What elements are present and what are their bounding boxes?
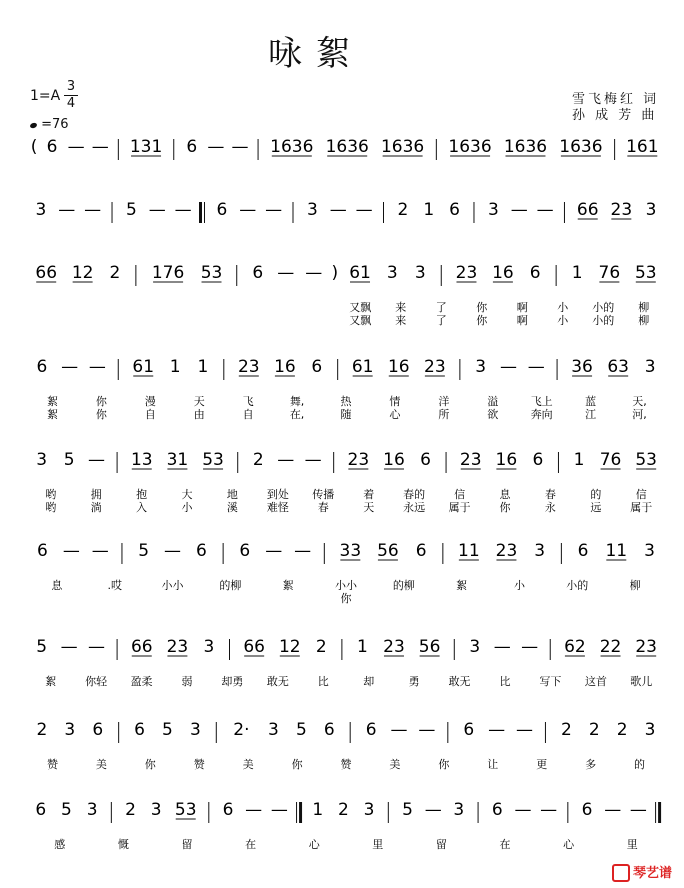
note: —: [329, 200, 347, 220]
note: 61: [351, 357, 374, 377]
note: —: [91, 137, 109, 157]
note: —: [488, 720, 506, 740]
note: 3: [644, 357, 656, 377]
note: 6: [37, 541, 48, 561]
note: 53: [634, 263, 657, 283]
note: 16: [274, 357, 296, 377]
lyric-syllable: 江: [585, 408, 597, 421]
note: 3: [268, 720, 279, 740]
note: 6: [186, 137, 198, 157]
note: 5: [61, 800, 72, 820]
lyric-syllable: 抱: [136, 488, 148, 501]
lyric-syllable: 勇: [408, 675, 420, 688]
lyric-syllable: 远: [590, 501, 602, 514]
lyric-syllable: 留: [435, 838, 447, 851]
note: 3: [534, 541, 546, 561]
lyric-syllable: 弱: [181, 675, 193, 688]
lyric-syllable: 美: [389, 758, 401, 771]
note: 6: [529, 263, 541, 283]
note: —: [536, 200, 554, 220]
note: 1636: [270, 137, 314, 157]
lyric-syllable: 心: [389, 408, 401, 421]
note: —: [540, 800, 558, 820]
lyric-syllable: 让: [487, 758, 499, 771]
note: 1636: [325, 137, 369, 157]
note: 62: [564, 637, 586, 657]
page-title: 咏絮: [268, 34, 364, 74]
note: —: [355, 200, 373, 220]
lyric-syllable: 你轻: [85, 675, 108, 688]
note: 1: [312, 800, 324, 820]
lyric-syllable: 来: [395, 314, 407, 327]
lyric-syllable: 热: [340, 395, 352, 408]
lyric-syllable: 着: [363, 488, 375, 501]
note: 2: [252, 450, 264, 470]
note: 1: [423, 200, 435, 220]
note: 23: [347, 450, 370, 470]
note: 3: [386, 263, 398, 283]
note: 5: [63, 450, 75, 470]
note: 2: [560, 720, 572, 740]
lyric-syllable: 絮: [456, 579, 468, 592]
lyric-syllable: 永远: [403, 501, 426, 514]
note: 66: [35, 263, 58, 283]
note: 6: [311, 357, 323, 377]
note: 23: [635, 637, 658, 657]
lyric-syllable: 比: [499, 675, 511, 688]
note: —: [231, 137, 249, 157]
note: 11: [605, 541, 628, 561]
note: 3: [64, 720, 76, 740]
lyric-syllable: 柳: [629, 579, 641, 592]
note: 13: [130, 450, 153, 470]
note: 76: [599, 450, 622, 470]
lyric-syllable: 小: [513, 579, 525, 592]
note: 1636: [559, 137, 603, 157]
lyricist-credit: 雪飞梅红 词: [572, 92, 660, 107]
note: —: [424, 800, 442, 820]
note: 36: [571, 357, 593, 377]
note: 6: [365, 720, 377, 740]
note: 6: [449, 200, 460, 220]
note: 23: [455, 263, 478, 283]
note: 5: [138, 541, 150, 561]
note: —: [418, 720, 436, 740]
note: 23: [610, 200, 633, 220]
note: 6: [491, 800, 503, 820]
note: 3: [414, 263, 426, 283]
note: —: [390, 720, 408, 740]
lyric-syllable: 随: [340, 408, 352, 421]
lyric-syllable: 春: [317, 501, 329, 514]
note: 2: [588, 720, 600, 740]
lyric-syllable: 漫: [144, 395, 156, 408]
lyric-syllable: 的: [590, 488, 602, 501]
note: 2·: [233, 720, 250, 740]
note: —: [277, 263, 295, 283]
note: 6: [239, 541, 251, 561]
note: (: [30, 137, 38, 157]
note: 1636: [448, 137, 492, 157]
note: 6: [216, 200, 228, 220]
lyric-syllable: 絮: [46, 408, 58, 421]
note: 61: [349, 263, 371, 283]
time-sig-numerator: 3: [66, 79, 76, 94]
lyric-syllable: 溪: [226, 501, 238, 514]
repeat-barline: [297, 802, 301, 823]
note: 6: [196, 541, 207, 561]
note: 23: [166, 637, 189, 657]
lyric-syllable: 大: [181, 488, 193, 501]
lyric-syllable: 春的: [403, 488, 426, 501]
lyric-syllable: 写下: [539, 675, 562, 688]
note: —: [91, 541, 109, 561]
lyric-syllable: 到处: [266, 488, 289, 501]
lyric-syllable: 留: [181, 838, 193, 851]
note: —: [164, 541, 182, 561]
repeat-barline: [201, 202, 205, 223]
note: 23: [237, 357, 260, 377]
note: 3: [150, 800, 162, 820]
note: 3: [306, 200, 318, 220]
note: 2: [616, 720, 628, 740]
note: 6: [35, 800, 47, 820]
lyric-syllable: 天: [193, 395, 205, 408]
note: 33: [339, 541, 362, 561]
lyric-syllable: 溢: [487, 395, 499, 408]
lyric-syllable: 情: [389, 395, 401, 408]
note: 6: [36, 357, 48, 377]
lyric-syllable: 哟: [45, 501, 57, 514]
lyric-syllable: 你: [340, 592, 352, 605]
note: 66: [243, 637, 265, 657]
lyric-syllable: 小小: [161, 579, 184, 592]
note: 61: [132, 357, 155, 377]
note: —: [265, 200, 283, 220]
lyric-syllable: 赞: [193, 758, 205, 771]
lyric-syllable: 小: [557, 314, 569, 327]
lyric-syllable: 更: [536, 758, 548, 771]
note: 63: [607, 357, 629, 377]
note: 5: [295, 720, 307, 740]
note: —: [84, 200, 102, 220]
lyric-syllable: 歌儿: [630, 675, 653, 688]
lyric-syllable: 却勇: [221, 675, 244, 688]
lyric-syllable: 又飘: [349, 314, 372, 327]
note: 1636: [503, 137, 548, 157]
note: 6: [577, 541, 589, 561]
lyric-syllable: 心: [563, 838, 575, 851]
lyric-syllable: 永: [544, 501, 556, 514]
note: 3: [487, 200, 499, 220]
note: 23: [383, 637, 405, 657]
note: 6: [581, 800, 593, 820]
lyric-syllable: 哟: [45, 488, 57, 501]
lyric-syllable: 地: [226, 488, 238, 501]
note: —: [239, 200, 257, 220]
note: —: [62, 541, 80, 561]
note: 53: [635, 450, 658, 470]
note: —: [245, 800, 263, 820]
note: 3: [189, 720, 201, 740]
note: —: [265, 541, 283, 561]
note: 6: [323, 720, 335, 740]
lyric-syllable: 比: [317, 675, 329, 688]
lyric-syllable: 的柳: [392, 579, 415, 592]
lyric-syllable: 在,: [289, 408, 305, 421]
lyric-syllable: 淌: [90, 501, 102, 514]
lyric-syllable: 春: [544, 488, 556, 501]
note: 3: [645, 200, 657, 220]
note: 5: [36, 637, 48, 657]
note: 1: [197, 357, 209, 377]
note: 2: [109, 263, 121, 283]
lyric-syllable: 美: [95, 758, 107, 771]
note: —: [304, 450, 322, 470]
watermark-text: 琴艺谱: [632, 865, 672, 881]
note: 6: [134, 720, 145, 740]
lyric-syllable: 息: [51, 579, 63, 592]
note: —: [58, 200, 76, 220]
lyric-syllable: 小: [181, 501, 193, 514]
lyric-syllable: 舞,: [289, 395, 305, 408]
note: —: [521, 637, 539, 657]
note: 3: [203, 637, 215, 657]
note: 3: [36, 450, 48, 470]
lyric-syllable: 你: [95, 408, 107, 421]
lyric-syllable: 信: [454, 488, 466, 501]
note: 23: [495, 541, 518, 561]
lyric-syllable: 蓝: [585, 395, 597, 408]
lyric-syllable: 的: [634, 758, 646, 771]
note: 23: [424, 357, 446, 377]
note: 131: [129, 137, 163, 157]
lyric-syllable: 絮: [282, 579, 294, 592]
note: 2: [125, 800, 136, 820]
lyric-syllable: 慨: [117, 838, 129, 851]
note: —: [294, 541, 312, 561]
note: —: [493, 637, 511, 657]
lyric-syllable: 由: [193, 408, 205, 421]
note: —: [277, 450, 295, 470]
lyric-syllable: 息: [499, 488, 511, 501]
lyric-syllable: 却: [363, 675, 375, 688]
note: 1: [357, 637, 368, 657]
note: 3: [35, 200, 47, 220]
lyric-syllable: 飞上: [530, 395, 553, 408]
lyric-syllable: 这首: [584, 675, 607, 688]
lyric-syllable: 柳: [638, 301, 650, 314]
note: 53: [174, 800, 197, 820]
lyric-syllable: 入: [136, 501, 148, 514]
note: 76: [598, 263, 621, 283]
note: 5: [126, 200, 137, 220]
note: 16: [495, 450, 518, 470]
lyric-syllable: 拥: [90, 488, 102, 501]
note: 161: [626, 137, 659, 157]
lyric-syllable: 属于: [448, 501, 471, 514]
note: 56: [377, 541, 399, 561]
repeat-barline: [656, 802, 660, 823]
note: 5: [162, 720, 173, 740]
note: 53: [202, 450, 224, 470]
lyric-syllable: 飞: [242, 395, 254, 408]
note: 6: [92, 720, 104, 740]
lyric-syllable: 自: [242, 408, 254, 421]
note: 3: [363, 800, 375, 820]
lyric-syllable: 絮: [45, 675, 57, 688]
note: 66: [576, 200, 599, 220]
lyric-syllable: 里: [372, 838, 384, 851]
note: —: [527, 357, 545, 377]
note: 53: [200, 263, 223, 283]
lyric-syllable: 啊: [516, 314, 528, 327]
note: 1: [573, 450, 585, 470]
lyric-syllable: 自: [144, 408, 156, 421]
note: 176: [151, 263, 185, 283]
note: 16: [387, 357, 410, 377]
lyric-syllable: 难怪: [266, 501, 289, 514]
note: 3: [86, 800, 98, 820]
watermark: [612, 862, 672, 883]
note: —: [604, 800, 622, 820]
lyric-syllable: 小的: [592, 314, 615, 327]
time-sig-denominator: 4: [66, 96, 76, 111]
note: —: [510, 200, 528, 220]
lyric-syllable: 属于: [630, 501, 653, 514]
note: 22: [599, 637, 622, 657]
lyric-syllable: 在: [245, 838, 257, 851]
lyric-syllable: 传播: [312, 488, 335, 501]
note: —: [174, 200, 192, 220]
lyric-syllable: .哎: [107, 579, 122, 592]
note: 3: [469, 637, 481, 657]
note: 3: [453, 800, 465, 820]
note: —: [514, 800, 532, 820]
note: —: [60, 637, 78, 657]
lyric-syllable: 你: [499, 501, 511, 514]
note: 6: [415, 541, 427, 561]
note: 6: [420, 450, 431, 470]
note: 11: [458, 541, 480, 561]
lyric-syllable: 了: [435, 301, 447, 314]
lyric-syllable: 你: [476, 301, 488, 314]
lyric-syllable: 信: [635, 488, 647, 501]
note: 6: [46, 137, 58, 157]
lyric-syllable: 洋: [438, 395, 450, 408]
composer-credit: 孙 成 芳 曲: [572, 108, 658, 123]
lyric-syllable: 美: [242, 758, 254, 771]
note: 1636: [380, 137, 425, 157]
lyric-syllable: 你: [438, 758, 450, 771]
lyric-syllable: 欲: [487, 408, 499, 421]
lyric-syllable: 所: [438, 408, 450, 421]
lyric-syllable: 敢无: [266, 675, 289, 688]
lyric-syllable: 柳: [638, 314, 650, 327]
note: —: [305, 263, 323, 283]
note: —: [88, 637, 106, 657]
lyric-syllable: 奔向: [530, 408, 553, 421]
note: 23: [459, 450, 482, 470]
lyric-syllable: 天: [363, 501, 375, 514]
lyric-syllable: 在: [499, 838, 511, 851]
note: 2: [397, 200, 409, 220]
note: 16: [383, 450, 405, 470]
note: —: [88, 450, 106, 470]
lyric-syllable: 里: [626, 838, 638, 851]
note: —: [207, 137, 225, 157]
note: 56: [418, 637, 441, 657]
lyric-syllable: 赞: [340, 758, 352, 771]
lyric-syllable: 絮: [46, 395, 58, 408]
lyric-syllable: 小: [557, 301, 569, 314]
lyric-syllable: 多: [585, 758, 597, 771]
lyric-syllable: 又飘: [349, 301, 372, 314]
note: —: [148, 200, 166, 220]
lyric-syllable: 小的: [566, 579, 589, 592]
note: —: [67, 137, 85, 157]
key-signature: 1=A: [30, 88, 61, 104]
lyric-syllable: 啊: [516, 301, 528, 314]
note: 2: [338, 800, 349, 820]
note: 12: [278, 637, 301, 657]
note: 3: [475, 357, 487, 377]
lyric-syllable: 你: [144, 758, 156, 771]
note: —: [88, 357, 106, 377]
lyric-syllable: 天,: [632, 395, 647, 408]
lyric-syllable: 小小: [335, 579, 357, 592]
lyric-syllable: 小的: [592, 301, 615, 314]
note: —: [629, 800, 647, 820]
lyric-syllable: 敢无: [448, 675, 471, 688]
lyric-syllable: 赞: [46, 758, 58, 771]
lyric-syllable: 你: [95, 395, 107, 408]
lyric-syllable: 的柳: [219, 579, 242, 592]
lyric-syllable: 你: [291, 758, 303, 771]
note: —: [499, 357, 517, 377]
note: 2: [36, 720, 48, 740]
note: —: [61, 357, 79, 377]
note: 1: [571, 263, 583, 283]
lyric-syllable: 你: [476, 314, 488, 327]
lyric-syllable: 河,: [632, 408, 647, 421]
note: 5: [402, 800, 413, 820]
note: 3: [644, 541, 655, 561]
note: 6: [222, 800, 234, 820]
note: 6: [252, 263, 264, 283]
note: 6: [532, 450, 544, 470]
lyric-syllable: 了: [435, 314, 447, 327]
tempo-value: =76: [41, 117, 69, 132]
lyric-syllable: 感: [54, 838, 66, 851]
logo-icon: [612, 864, 630, 882]
note: 16: [492, 263, 514, 283]
lyric-syllable: 盈柔: [130, 675, 153, 688]
note: —: [516, 720, 534, 740]
note: 3: [644, 720, 656, 740]
note: 2: [315, 637, 327, 657]
note: 31: [166, 450, 189, 470]
note: 66: [130, 637, 153, 657]
lyric-syllable: 来: [395, 301, 407, 314]
note: —: [270, 800, 288, 820]
note: 1: [169, 357, 181, 377]
note: 6: [463, 720, 475, 740]
note: 12: [71, 263, 94, 283]
note: ): [331, 263, 339, 283]
lyric-syllable: 心: [308, 838, 320, 851]
